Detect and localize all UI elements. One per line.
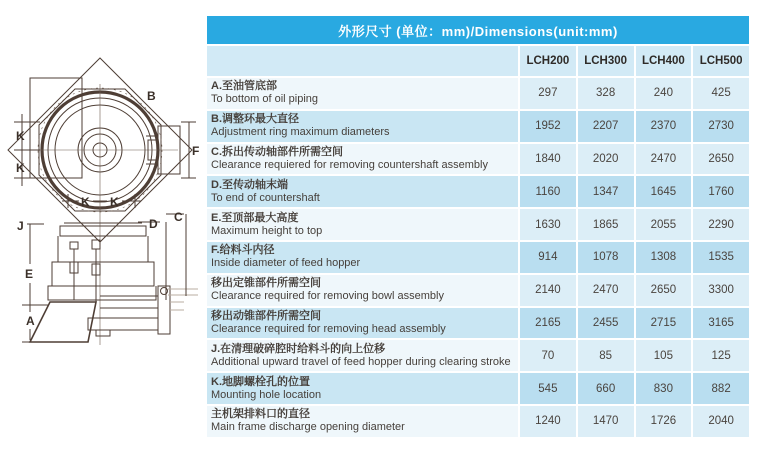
table-row [207, 78, 749, 109]
value-cell: 1760 [693, 176, 749, 207]
table-header-label-cell [207, 46, 520, 76]
row-label-zh: B.调整环最大直径 [211, 113, 299, 126]
table-row [207, 242, 749, 273]
value-cell: 3300 [693, 275, 749, 306]
row-label [207, 275, 520, 306]
value-cell: 660 [578, 373, 636, 404]
value-cell: 2650 [693, 144, 749, 175]
value-cell: 2290 [693, 209, 749, 240]
row-label-en: Main frame discharge opening diameter [211, 421, 405, 434]
value-cell: 85 [578, 340, 636, 371]
table-row [207, 373, 749, 404]
value-cell: 2730 [693, 111, 749, 142]
value-cell: 2020 [578, 144, 636, 175]
row-label-zh: D.至传动轴末端 [211, 178, 288, 191]
row-label-en: To end of countershaft [211, 191, 320, 204]
row-label-en: Maximum height to top [211, 224, 323, 237]
row-label-zh: F.给料斗内径 [211, 244, 275, 257]
value-cell: 2370 [636, 111, 694, 142]
value-cell: 830 [636, 373, 694, 404]
table-row [207, 176, 749, 207]
dim-label-k-left-2: K [16, 161, 25, 175]
row-label [207, 144, 520, 175]
column-header: LCH200 [520, 46, 578, 76]
row-label [207, 111, 520, 142]
value-cell: 2207 [578, 111, 636, 142]
value-cell: 2055 [636, 209, 694, 240]
dim-label-k-bottom-2: K [110, 195, 119, 209]
row-label [207, 78, 520, 109]
row-label-en: Clearance required for removing head assembly [211, 322, 446, 335]
table-body [207, 78, 749, 437]
table-row [207, 209, 749, 240]
value-cell: 1952 [520, 111, 578, 142]
dim-label-e: E [25, 267, 34, 281]
value-cell: 2470 [578, 275, 636, 306]
value-cell: 2455 [578, 308, 636, 339]
row-label-zh: K.地脚螺栓孔的位置 [211, 375, 310, 388]
row-label-en: Additional upward travel of feed hopper during clearing stroke [211, 355, 511, 368]
row-label [207, 209, 520, 240]
value-cell: 70 [520, 340, 578, 371]
value-cell: 1078 [578, 242, 636, 273]
value-cell: 2715 [636, 308, 694, 339]
table-header-row [207, 46, 749, 76]
table-row [207, 111, 749, 142]
value-cell: 1535 [693, 242, 749, 273]
row-label-en: To bottom of oil piping [211, 93, 319, 106]
dim-label-b: B [147, 89, 156, 103]
value-cell: 125 [693, 340, 749, 371]
value-cell: 240 [636, 78, 694, 109]
table-title: 外形尺寸 (单位：mm)/Dimensions(unit:mm) [207, 16, 749, 44]
value-cell: 297 [520, 78, 578, 109]
column-header: LCH300 [578, 46, 636, 76]
row-label [207, 308, 520, 339]
row-label-en: Adjustment ring maximum diameters [211, 126, 390, 139]
dim-label-f: F [192, 144, 200, 158]
dim-label-c: C [174, 210, 183, 224]
table-row [207, 144, 749, 175]
value-cell: 1160 [520, 176, 578, 207]
row-label-zh: 移出动锥部件所需空间 [211, 309, 321, 322]
dimensions-table [207, 16, 749, 437]
table-row [207, 275, 749, 306]
value-cell: 2140 [520, 275, 578, 306]
value-cell: 1630 [520, 209, 578, 240]
value-cell: 1645 [636, 176, 694, 207]
dim-label-k-left-1: K [16, 129, 25, 143]
value-cell: 328 [578, 78, 636, 109]
value-cell: 882 [693, 373, 749, 404]
crusher-technical-drawing [0, 0, 207, 465]
elevation-view [17, 210, 198, 342]
value-cell: 1308 [636, 242, 694, 273]
value-cell: 1347 [578, 176, 636, 207]
row-label-en: Mounting hole location [211, 388, 322, 401]
value-cell: 1865 [578, 209, 636, 240]
dim-label-k-bottom-1: K [81, 195, 90, 209]
value-cell: 545 [520, 373, 578, 404]
value-cell: 3165 [693, 308, 749, 339]
value-cell: 1726 [636, 406, 694, 437]
table-row [207, 340, 749, 371]
row-label-zh: E.至顶部最大高度 [211, 211, 299, 224]
table-row [207, 308, 749, 339]
row-label-en: Inside diameter of feed hopper [211, 257, 361, 270]
row-label [207, 406, 520, 437]
value-cell: 2470 [636, 144, 694, 175]
value-cell: 2650 [636, 275, 694, 306]
row-label-zh: J.在清理破碎腔时给料斗的向上位移 [211, 342, 386, 355]
value-cell: 1470 [578, 406, 636, 437]
table-row [207, 406, 749, 437]
value-cell: 1840 [520, 144, 578, 175]
value-cell: 1240 [520, 406, 578, 437]
value-cell: 914 [520, 242, 578, 273]
row-label [207, 340, 520, 371]
value-cell: 2165 [520, 308, 578, 339]
dim-label-d: D [149, 217, 158, 231]
dim-label-a: A [26, 314, 35, 328]
row-label-zh: C.拆出传动轴部件所需空间 [211, 145, 343, 158]
row-label [207, 242, 520, 273]
row-label-en: Clearance requiered for removing countershaft assembly [211, 158, 488, 171]
row-label-zh: 移出定锥部件所需空间 [211, 277, 321, 290]
row-label-zh: 主机架排料口的直径 [211, 408, 310, 421]
dim-label-j: J [17, 219, 24, 233]
row-label-zh: A.至油管底部 [211, 80, 277, 93]
column-header: LCH500 [693, 46, 749, 76]
row-label [207, 176, 520, 207]
row-label [207, 373, 520, 404]
row-label-en: Clearance required for removing bowl assembly [211, 290, 444, 303]
value-cell: 105 [636, 340, 694, 371]
column-header: LCH400 [636, 46, 694, 76]
value-cell: 425 [693, 78, 749, 109]
value-cell: 2040 [693, 406, 749, 437]
